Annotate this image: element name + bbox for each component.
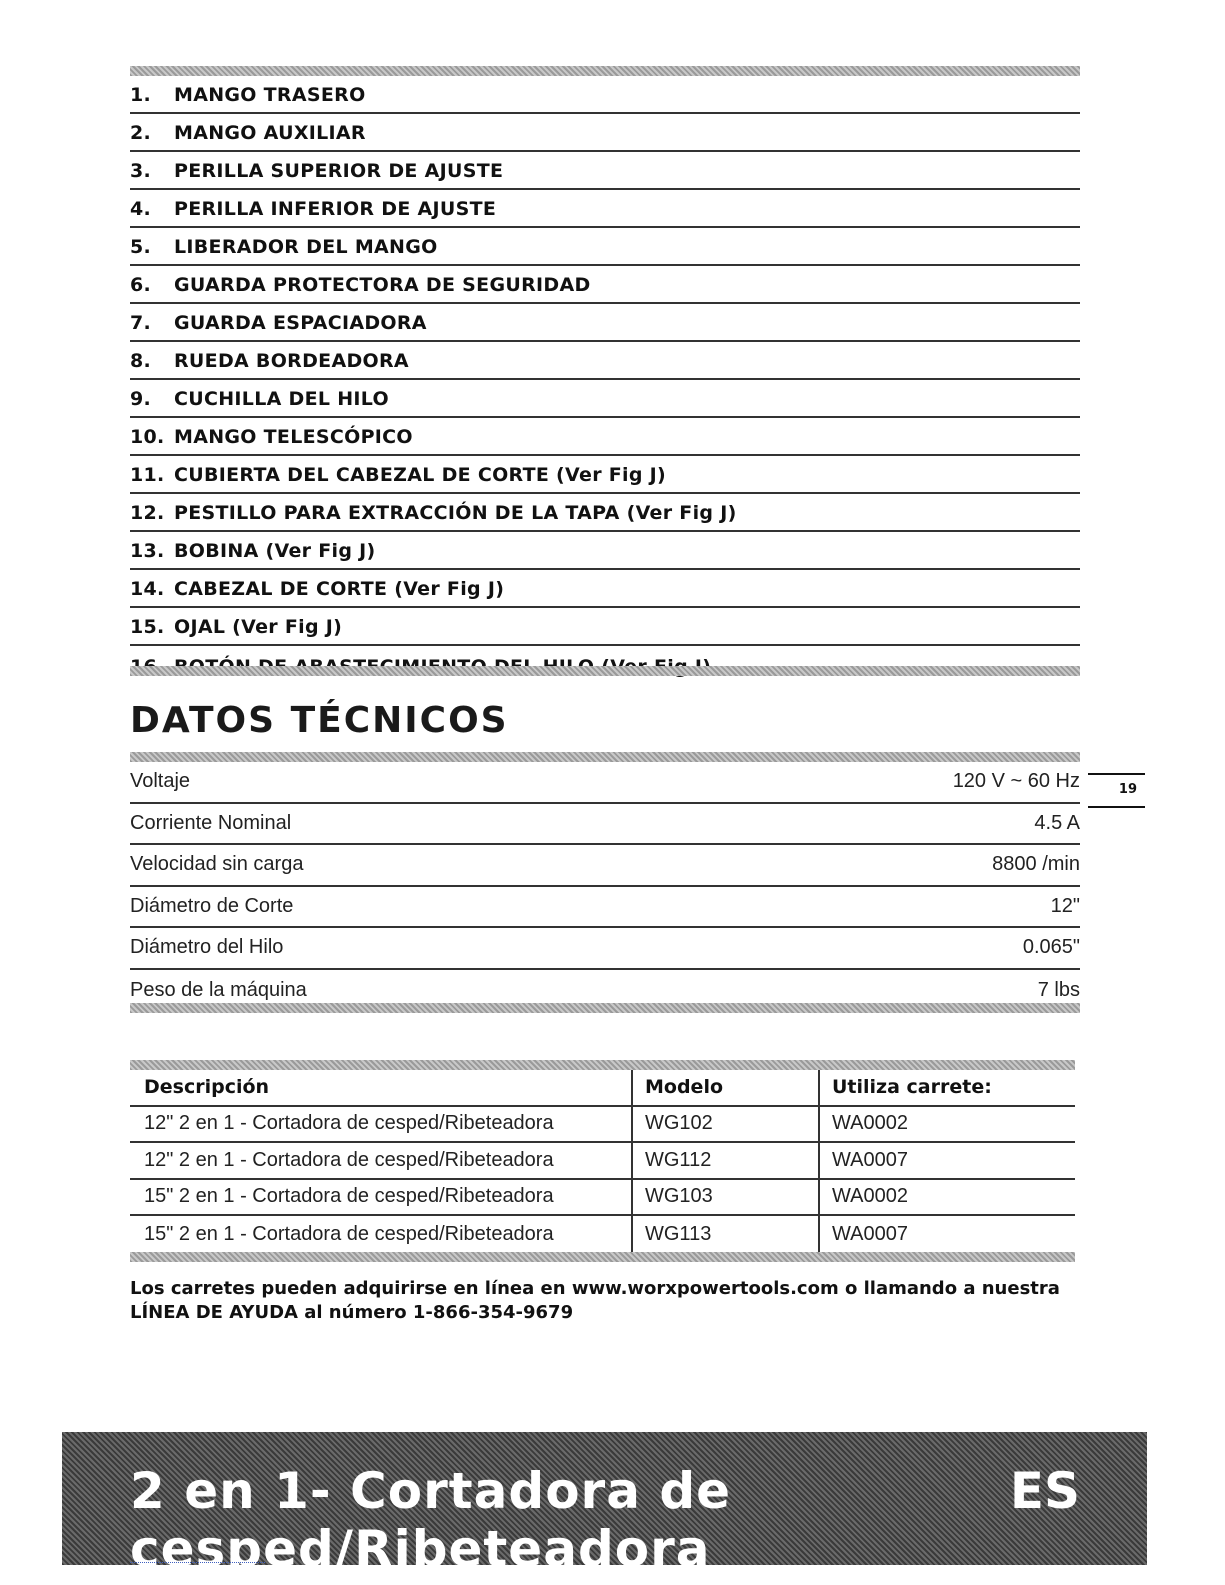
- footer-language-code: ES: [1009, 1462, 1080, 1520]
- table-row: [130, 1180, 1075, 1217]
- part-number: 11.: [130, 464, 165, 486]
- spec-value: 4.5 A: [1034, 811, 1080, 834]
- spec-label: Diámetro del Hilo: [130, 936, 284, 959]
- spec-label: Velocidad sin carga: [130, 853, 304, 876]
- part-number: 9.: [130, 388, 152, 410]
- part-number: 3.: [130, 160, 152, 182]
- part-item: [130, 152, 1080, 190]
- part-number: 7.: [130, 312, 152, 334]
- footer-title: 2 en 1- Cortadora de cesped/Ribeteadora: [130, 1462, 732, 1578]
- part-item: [130, 76, 1080, 114]
- section-heading: DATOS TÉCNICOS: [130, 700, 509, 741]
- part-label: GUARDA PROTECTORA DE SEGURIDAD: [174, 274, 591, 296]
- part-label: CABEZAL DE CORTE (Ver Fig J): [174, 578, 505, 600]
- part-item: [130, 418, 1080, 456]
- table-row: [130, 1107, 1075, 1144]
- part-number: 8.: [130, 350, 152, 372]
- specs-bottom-bar: [130, 1003, 1080, 1013]
- table-row: [130, 1143, 1075, 1180]
- header-description: Descripción: [130, 1070, 633, 1105]
- part-number: 5.: [130, 236, 152, 258]
- part-number: 15.: [130, 616, 165, 638]
- spec-value: 120 V ~ 60 Hz: [952, 770, 1080, 793]
- specs-table: [130, 762, 1080, 1011]
- spec-label: Diámetro de Corte: [130, 894, 294, 917]
- table-row: [130, 1216, 1075, 1253]
- cell-spool: WA0007: [832, 1222, 908, 1245]
- page-number: 19: [1118, 782, 1137, 797]
- part-item: [130, 494, 1080, 532]
- part-label: MANGO TRASERO: [174, 84, 366, 106]
- part-number: 6.: [130, 274, 152, 296]
- table-top-bar: [130, 1060, 1075, 1070]
- part-number: 12.: [130, 502, 165, 524]
- part-item: [130, 646, 1080, 684]
- part-label: GUARDA ESPACIADORA: [174, 312, 427, 334]
- part-item: [130, 304, 1080, 342]
- spec-row: [130, 887, 1080, 929]
- part-number: 13.: [130, 540, 165, 562]
- cell-spool: WA0007: [832, 1148, 908, 1171]
- spec-row: [130, 762, 1080, 804]
- part-label: MANGO TELESCÓPICO: [174, 426, 413, 448]
- part-item: [130, 266, 1080, 304]
- spec-row: [130, 845, 1080, 887]
- parts-list: [130, 76, 1080, 684]
- spec-label: Corriente Nominal: [130, 811, 292, 834]
- cell-description: 15" 2 en 1 - Cortadora de cesped/Ribeteadora: [130, 1216, 633, 1253]
- cell-model: WG113: [633, 1216, 820, 1253]
- top-divider-bar: [130, 66, 1080, 76]
- part-label: PESTILLO PARA EXTRACCIÓN DE LA TAPA (Ver Fig J): [174, 502, 737, 524]
- part-item: [130, 342, 1080, 380]
- part-item: [130, 570, 1080, 608]
- part-item: [130, 608, 1080, 646]
- part-item: [130, 228, 1080, 266]
- part-number: 14.: [130, 578, 165, 600]
- part-item: [130, 114, 1080, 152]
- part-label: BOBINA (Ver Fig J): [174, 540, 376, 562]
- spec-value: 0.065": [1022, 936, 1080, 959]
- part-label: CUBIERTA DEL CABEZAL DE CORTE (Ver Fig J): [174, 464, 667, 486]
- part-number: 2.: [130, 122, 152, 144]
- spec-row: [130, 804, 1080, 846]
- cell-description: 15" 2 en 1 - Cortadora de cesped/Ribeteadora: [130, 1180, 633, 1215]
- specs-top-bar: [130, 752, 1080, 762]
- cell-model: WG102: [633, 1107, 820, 1142]
- cell-model: WG103: [633, 1180, 820, 1215]
- table-header-row: [130, 1070, 1075, 1107]
- cell-description: 12" 2 en 1 - Cortadora de cesped/Ribeteadora: [130, 1143, 633, 1178]
- part-item: [130, 380, 1080, 418]
- cell-model: WG112: [633, 1143, 820, 1178]
- part-label: PERILLA INFERIOR DE AJUSTE: [174, 198, 497, 220]
- part-item: [130, 532, 1080, 570]
- part-label: CUCHILLA DEL HILO: [174, 388, 389, 410]
- part-item: [130, 456, 1080, 494]
- cell-spool: WA0002: [832, 1112, 908, 1135]
- part-label: PERILLA SUPERIOR DE AJUSTE: [174, 160, 504, 182]
- part-number: 1.: [130, 84, 152, 106]
- tab-bottom-line: [1088, 806, 1145, 808]
- page-number-tab: [1088, 773, 1145, 808]
- part-label: MANGO AUXILIAR: [174, 122, 366, 144]
- part-label: OJAL (Ver Fig J): [174, 616, 343, 638]
- table-bottom-bar: [130, 1252, 1075, 1262]
- models-table: [130, 1070, 1075, 1253]
- part-item: [130, 190, 1080, 228]
- spec-label: Voltaje: [130, 770, 191, 793]
- header-model: Modelo: [633, 1070, 820, 1105]
- footer-link-underline: [130, 1562, 265, 1563]
- part-label: LIBERADOR DEL MANGO: [174, 236, 438, 258]
- cell-description: 12" 2 en 1 - Cortadora de cesped/Ribeteadora: [130, 1107, 633, 1142]
- parts-bottom-bar: [130, 666, 1080, 676]
- part-number: 10.: [130, 426, 165, 448]
- cell-spool: WA0002: [832, 1185, 908, 1208]
- spec-value: 7 lbs: [1037, 978, 1080, 1001]
- spec-label: Peso de la máquina: [130, 978, 307, 1001]
- spec-value: 8800 /min: [992, 853, 1080, 876]
- spool-purchase-note: Los carretes pueden adquirirse en línea en www.worxpowertools.com o llamando a nuestra LÍNEA DE AYUDA al número 1-866-354-9679: [130, 1278, 1060, 1323]
- part-number: 4.: [130, 198, 152, 220]
- part-label: RUEDA BORDEADORA: [174, 350, 409, 372]
- spec-row: [130, 928, 1080, 970]
- header-spool: Utiliza carrete:: [832, 1076, 992, 1099]
- spec-value: 12": [1050, 894, 1080, 917]
